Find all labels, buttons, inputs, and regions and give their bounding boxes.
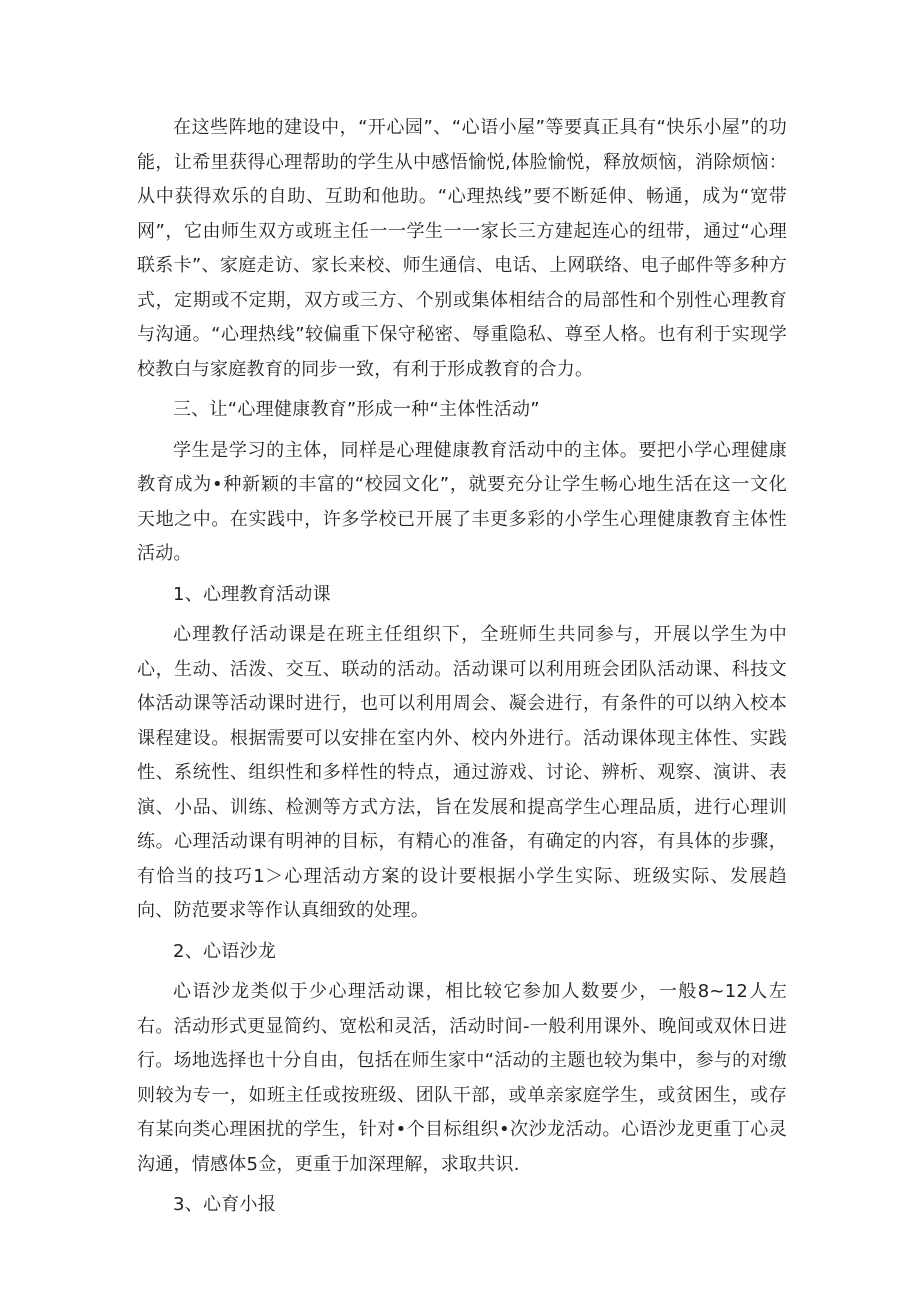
paragraph-student-subject: 学生是学习的主体，同样是心理健康教育活动中的主体。要把小学心理健康教育成为•种新颖的丰富的“校园文化”，就要充分让学生畅心地生活在这一文化天地之中。在实践中，许多学校已开展了丰更多彩的小学生心理健康教育主体性活动。 [137, 439, 787, 564]
subheading-heart-newsletter: 3、心育小报 [173, 1194, 276, 1215]
document-body [137, 111, 787, 1223]
subheading-heart-salon: 2、心语沙龙 [173, 940, 276, 962]
paragraph-heart-room-hotline: 在这些阵地的建设中，“开心园”、“心语小屋”等要真正具有“快乐小屋”的功能，让希里获得心理帮助的学生从中感悟愉悦,体脸愉悦，释放烦恼，消除烦恼：从中获得欢乐的自助、互助和他助。“心理热线”要不断延伸、畅通，成为“宽带网”，它由师生双方或班主任一一学生一一家长三方建起连心的纽带，通过“心理联系卡”、家庭走访、家长来校、师生通信、电话、上网联络、电子邮件等多种方式，定期或不定期，双方或三方、个别或集体相结合的局部性和个别性心理教育与沟通。“心理热线”较偏重下保守秘密、辱重隐私、尊至人格。也有利于实现学校教白与家庭教育的同步一致，有利于形成教育的合力。 [137, 117, 787, 380]
paragraph-heart-salon: 心语沙龙类似于少心理活动课，相比较它参加人数要少，一般8~12人左右。活动形式更显简约、宽松和灵活，活动时间-一般利用课外、晚间或双休日进行。场地选择也十分自由，包括在师生家中“活动的主题也较为集中，参与的对缴则较为专一，如班主任或按班级、团队干部，或单亲家庭学生，或贫困生，或存有某向类心理困扰的学生，针对•个目标组织•次沙龙活动。心语沙龙更重丁心灵沟通，情感体5佥，更重于加深理解，求取共识. [137, 981, 787, 1175]
paragraph-activity-class: 心理教仔活动课是在班主任组织下，全班师生共同参与，开展以学生为中心，生动、活泼、交互、联动的活动。活动课可以利用班会团队活动课、科技文体活动课等活动课时进行，也可以利用周会、凝会进行，有条件的可以纳入校本课程建设。根据需要可以安排在室内外、校内外进行。活动课体现主体性、实践性、系统性、组织性和多样性的特点，通过游戏、讨论、辨析、观察、演讲、表演、小品、训练、检测等方式方法，旨在发展和提高学生心理品质，进行心理训练。心理活动课有明神的目标，有精心的准备，有确定的内容，有具体的步骤，有恰当的技巧1＞心理活动方案的设计要根据小学生实际、班级实际、发展趋向、防范要求等作认真细致的处理。 [137, 624, 787, 921]
subheading-activity-class: 1、心理教育活动课 [173, 583, 331, 605]
section-heading-subject-activity: 三、让“心理健康教育”形成一种“主体性活动” [173, 399, 540, 420]
